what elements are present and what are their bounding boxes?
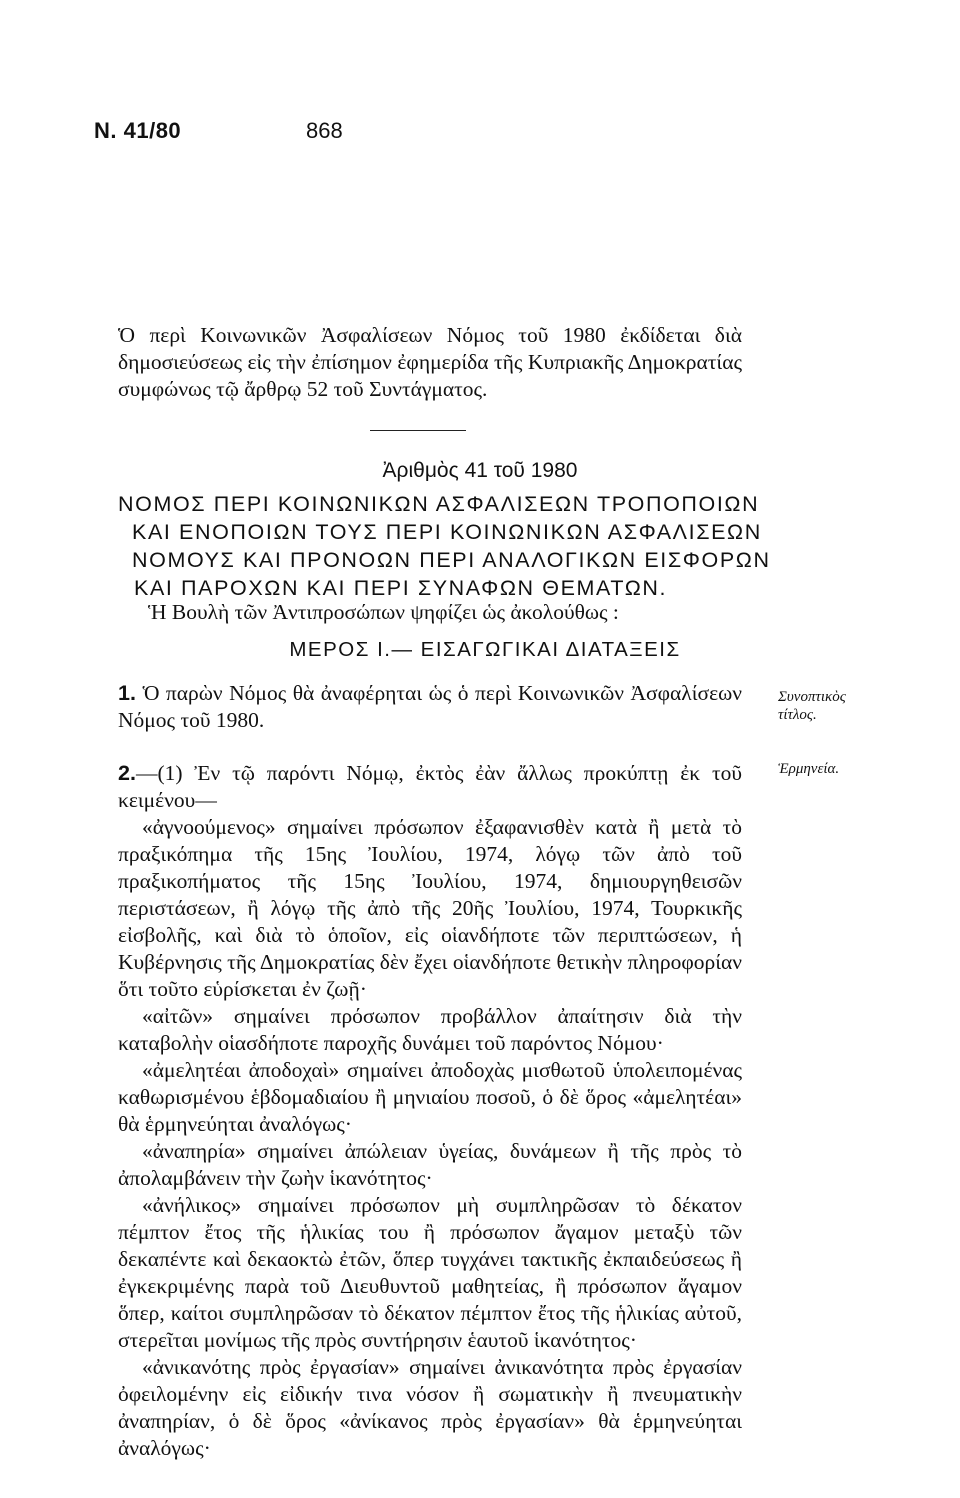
section-1-text: Ὁ παρὼν Νόμος θὰ ἀναφέρηται ὡς ὁ περὶ Κοινωνικῶν Ἀσφαλίσεων Νόμος τοῦ 1980. [118, 681, 743, 732]
page-header [94, 118, 494, 154]
margin-note-short-title: Συνοπτικὸς τίτλος. [778, 689, 846, 723]
section-2 [118, 760, 742, 1462]
margin-note-interpretation: Ἑρμηνεία. [778, 761, 840, 777]
law-title-line: ΚΑΙ ΕΝΟΠΟΙΩΝ ΤΟΥΣ ΠΕΡΙ ΚΟΙΝΩΝΙΚΩΝ ΑΣΦΑΛΙΣΕΩΝ [132, 520, 762, 544]
page-number: 868 [306, 118, 343, 143]
definition: «ἀμελητέαι ἀποδοχαὶ» σημαίνει ἀποδοχὰς μισθωτοῦ ὑπολειπομένας καθωρισμένου ἑβδομαδιαίου ἢ μηνιαίου ποσοῦ, ὁ δὲ ὅρος «ἀμελητέαι» θὰ ἑρμηνεύηται ἀναλόγως· [118, 1058, 742, 1136]
law-title-line: ΚΑΙ ΠΑΡΟΧΩΝ ΚΑΙ ΠΕΡΙ ΣΥΝΑΦΩΝ ΘΕΜΑΤΩΝ. [134, 576, 668, 600]
definition: «αἰτῶν» σημαίνει πρόσωπον προβάλλον ἀπαίτησιν διὰ τὴν καταβολὴν οἱασδήποτε παροχῆς δυνάμει τοῦ παρόντος Νόμου· [118, 1004, 742, 1055]
publication-note: Ὁ περὶ Κοινωνικῶν Ἀσφαλίσεων Νόμος τοῦ 1980 ἐκδίδεται διὰ δημοσιεύσεως εἰς τὴν ἐπίσημον ἐφημερίδα τῆς Κυπριακῆς Δημοκρατίας συμφώνως τῷ ἄρθρῳ 52 τοῦ Συντάγματος. [118, 323, 742, 401]
law-number-line: Ἀριθμὸς 41 τοῦ 1980 [382, 459, 578, 482]
section-number: 2. [118, 761, 136, 785]
law-title [118, 490, 771, 602]
definition: «ἀναπηρία» σημαίνει ἀπώλειαν ὑγείας, δυνάμεων ἢ τῆς πρὸς τὸ ἀπολαμβάνειν τὴν ζωὴν ἱκανότητος· [118, 1139, 742, 1190]
section-2-lead [118, 760, 742, 814]
definition: «ἀνήλικος» σημαίνει πρόσωπον μὴ συμπληρῶσαν τὸ δέκατον πέμπτον ἔτος τῆς ἡλικίας του ἢ πρόσωπον ἄγαμον μεταξὺ τῶν δεκαπέντε καὶ δεκαοκτὼ ἐτῶν, ὅπερ τυγχάνει τακτικῆς ἐκπαιδεύσεως ἢ ἐγκεκριμένης παρὰ τοῦ Διευθυντοῦ μαθητείας, ἢ πρόσωπον ἄγαμον ὅπερ, καίτοι συμπληρῶσαν τὸ δέκατον πέμπτον ἔτος τῆς ἡλικίας αὐτοῦ, στερεῖται μονίμως τῆς πρὸς συντήρησιν ἑαυτοῦ ἱκανότητος· [118, 1193, 742, 1352]
definition: «ἀνικανότης πρὸς ἐργασίαν» σημαίνει ἀνικανότητα πρὸς ἐργασίαν ὀφειλομένην εἰς εἰδικήν τινα νόσον ἢ σωματικὴν ἢ πνευματικὴν ἀναπηρίαν, ὁ δὲ ὅρος «ἀνίκανος πρὸς ἐργασίαν» θὰ ἑρμηνεύηται ἀναλόγως· [118, 1355, 742, 1460]
part-heading: ΜΕΡΟΣ Ι.— ΕΙΣΑΓΩΓΙΚΑΙ ΔΙΑΤΑΞΕΙΣ [289, 638, 681, 661]
section-2-lead-text: —(1) Ἐν τῷ παρόντι Νόμῳ, ἐκτὸς ἐὰν ἄλλως προκύπτῃ ἐκ τοῦ κειμένου— [118, 761, 742, 812]
divider-rule [370, 430, 466, 431]
law-reference: Ν. 41/80 [94, 118, 182, 143]
section-1 [118, 680, 742, 734]
enacting-clause: Ἡ Βουλὴ τῶν Ἀντιπροσώπων ψηφίζει ὡς ἀκολούθως : [148, 600, 619, 624]
definition: «ἀγνοούμενος» σημαίνει πρόσωπον ἐξαφανισθὲν κατὰ ἢ μετὰ τὸ πραξικόπημα τῆς 15ης Ἰουλίου, 1974, λόγῳ τῶν ἀπὸ τοῦ πραξικοπήματος τῆς 15ης Ἰουλίου, 1974, δημιουργηθεισῶν περιστάσεων, ἢ λόγῳ τῆς ἀπὸ τῆς 20ῆς Ἰουλίου, 1974, Τουρκικῆς εἰσβολῆς, καὶ διὰ τὸ ὁποῖον, εἰς οἱανδήποτε τῶν περιπτώσεων, ἡ Κυβέρνησις τῆς Δημοκρατίας δὲν ἔχει οἱανδήποτε θετικὴν πληροφορίαν ὅτι τοῦτο εὑρίσκεται ἐν ζωῇ· [118, 815, 742, 1001]
law-title-line: ΝΟΜΟΣ ΠΕΡΙ ΚΟΙΝΩΝΙΚΩΝ ΑΣΦΑΛΙΣΕΩΝ ΤΡΟΠΟΠΟΙΩΝ [118, 492, 760, 516]
law-title-line: ΝΟΜΟΥΣ ΚΑΙ ΠΡΟΝΟΩΝ ΠΕΡΙ ΑΝΑΛΟΓΙΚΩΝ ΕΙΣΦΟΡΩΝ [132, 548, 771, 572]
section-1-paragraph [118, 680, 742, 734]
section-number: 1. [118, 681, 136, 705]
